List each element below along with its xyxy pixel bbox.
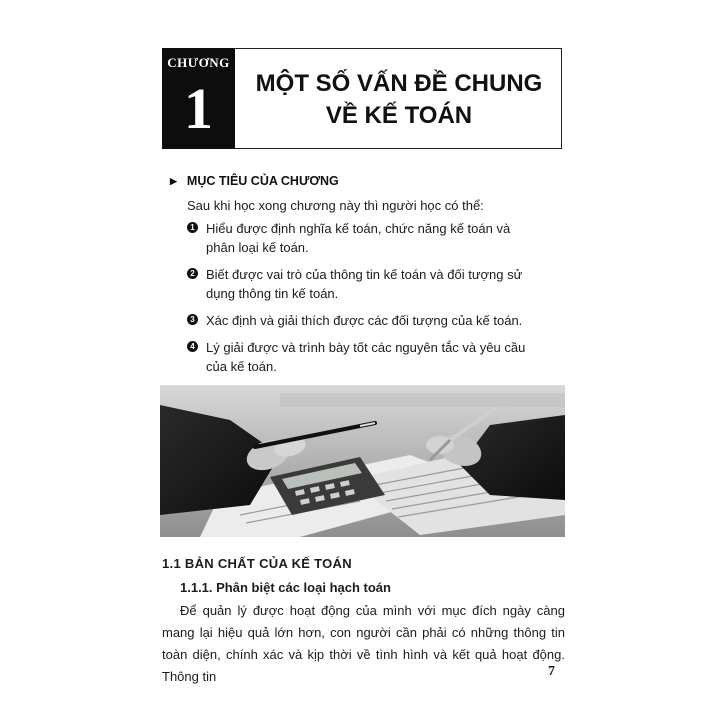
chapter-title-line-1: MỘT SỐ VẤN ĐỀ CHUNG (255, 70, 543, 97)
objective-text: Hiểu được định nghĩa kế toán, chức năng kế toán và phân loại kế toán. (206, 221, 511, 255)
objectives-heading (170, 174, 339, 188)
objective-item (187, 219, 537, 257)
objective-item (187, 311, 537, 330)
subsection-heading: 1.1.1. Phân biệt các loại hạch toán (180, 580, 391, 595)
chapter-title (240, 68, 558, 132)
objectives-heading-text: MỤC TIÊU CỦA CHƯƠNG (186, 174, 339, 188)
objectives-intro: Sau khi học xong chương này thì người học có thể: (187, 198, 484, 213)
body-paragraph: Để quản lý được hoạt động của mình với mục đích ngày càng mang lại hiệu quả lớn hơn, con người cần phải có những thông tin toàn diện, chính xác và kịp thời về tình hình và kết quả hoạt động. Thông tin (162, 603, 565, 684)
numbered-bullet-icon: 3 (187, 314, 198, 325)
objective-text: Biết được vai trò của thông tin kế toán và đối tượng sử dụng thông tin kế toán. (206, 267, 523, 301)
section-heading: 1.1 BẢN CHẤT CỦA KẾ TOÁN (162, 556, 352, 571)
chapter-label: CHƯƠNG (167, 55, 230, 70)
objective-text: Xác định và giải thích được các đối tượng của kế toán. (206, 313, 523, 328)
hands-calculator-illustration (160, 385, 565, 537)
numbered-bullet-icon: 1 (187, 222, 198, 233)
chapter-title-line-2: VỀ KẾ TOÁN (325, 102, 473, 129)
objective-item (187, 338, 537, 376)
objective-text: Lý giải được và trình bày tốt các nguyên tắc và yêu cầu của kế toán. (206, 340, 526, 374)
objective-item (187, 265, 537, 303)
numbered-bullet-icon: 4 (187, 341, 198, 352)
numbered-bullet-icon: 2 (187, 268, 198, 279)
accounting-photo (160, 385, 565, 537)
chapter-number-block (162, 48, 235, 149)
triangle-bullet-icon: ▶ (170, 176, 177, 186)
page-number: 7 (548, 664, 555, 679)
chapter-number: 1 (184, 76, 213, 141)
